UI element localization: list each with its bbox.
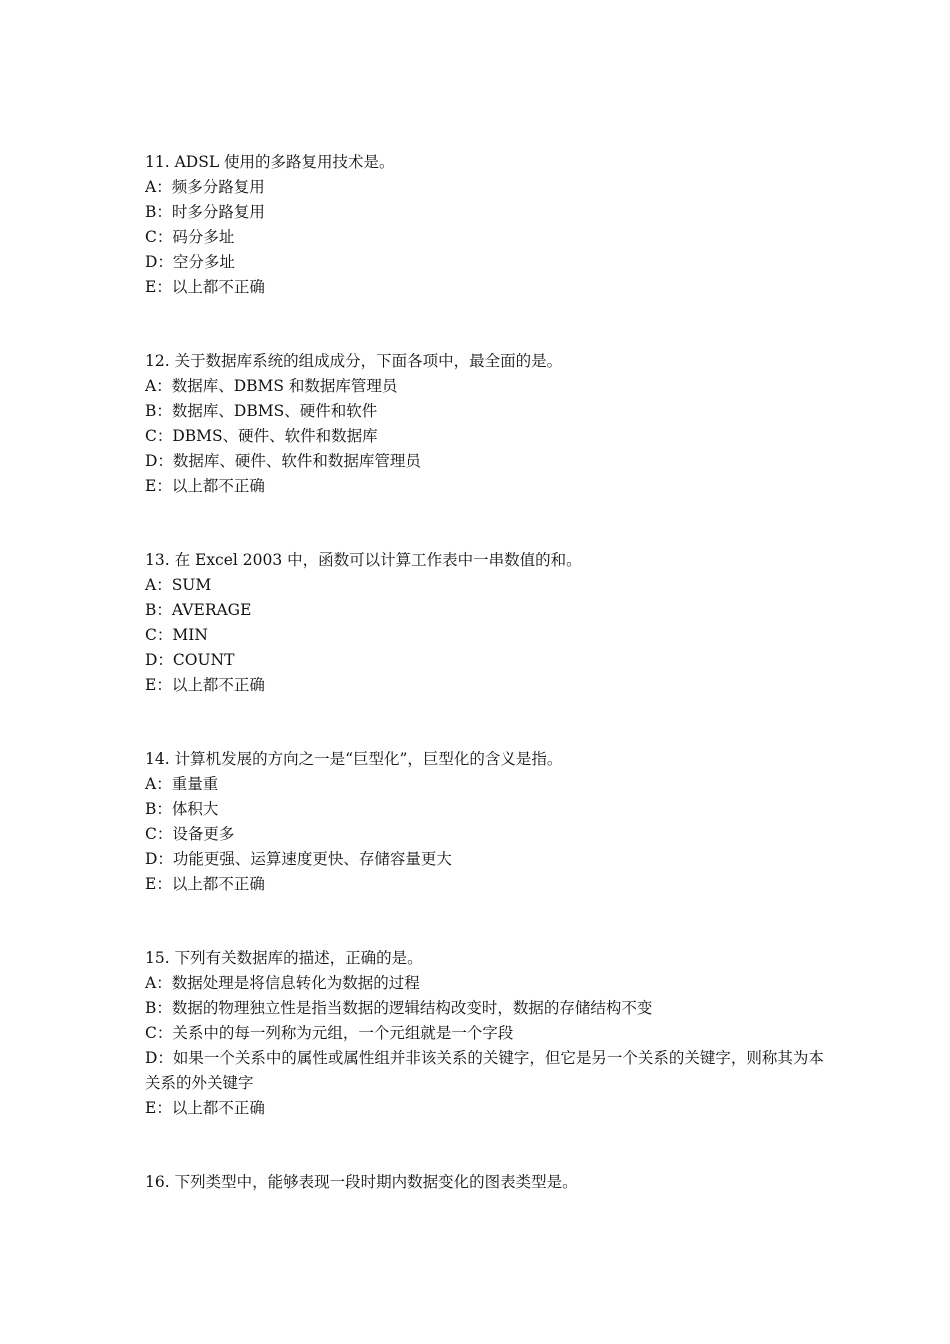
option-d: D：COUNT	[145, 651, 235, 669]
option-c: C：MIN	[145, 626, 208, 644]
option-a: A：SUM	[145, 576, 212, 594]
question-text: 12. 关于数据库系统的组成成分，下面各项中，最全面的是。	[145, 352, 563, 370]
option-b: B：数据库、DBMS、硬件和软件	[145, 402, 378, 420]
option-d: D：如果一个关系中的属性或属性组并非该关系的关键字，但它是另一个关系的关键字，则称其为本关系的外关键字	[145, 1049, 824, 1092]
option-b: B：数据的物理独立性是指当数据的逻辑结构改变时，数据的存储结构不变	[145, 999, 653, 1017]
question-13	[145, 548, 825, 698]
option-d: D：空分多址	[145, 253, 235, 271]
question-12	[145, 349, 825, 499]
option-c: C：DBMS、硬件、软件和数据库	[145, 427, 378, 445]
question-text: 16. 下列类型中，能够表现一段时期内数据变化的图表类型是。	[145, 1173, 578, 1191]
option-e: E：以上都不正确	[145, 676, 265, 694]
option-d: D：功能更强、运算速度更快、存储容量更大	[145, 850, 452, 868]
question-11	[145, 150, 825, 300]
question-text: 14. 计算机发展的方向之一是“巨型化”，巨型化的含义是指。	[145, 750, 563, 768]
option-a: A：数据处理是将信息转化为数据的过程	[145, 974, 420, 992]
option-b: B：体积大	[145, 800, 219, 818]
option-e: E：以上都不正确	[145, 278, 265, 296]
question-14	[145, 747, 825, 897]
option-b: B：时多分路复用	[145, 203, 265, 221]
option-d: D：数据库、硬件、软件和数据库管理员	[145, 452, 421, 470]
option-a: A：频多分路复用	[145, 178, 265, 196]
question-16	[145, 1170, 825, 1195]
option-e: E：以上都不正确	[145, 477, 265, 495]
option-c: C：关系中的每一列称为元组，一个元组就是一个字段	[145, 1024, 514, 1042]
question-text: 15. 下列有关数据库的描述，正确的是。	[145, 949, 423, 967]
option-c: C：设备更多	[145, 825, 235, 843]
question-text: 11. ADSL 使用的多路复用技术是。	[145, 153, 395, 171]
option-a: A：数据库、DBMS 和数据库管理员	[145, 377, 398, 395]
option-e: E：以上都不正确	[145, 875, 265, 893]
question-text: 13. 在 Excel 2003 中，函数可以计算工作表中一串数值的和。	[145, 551, 582, 569]
question-15	[145, 946, 825, 1121]
option-c: C：码分多址	[145, 228, 235, 246]
option-e: E：以上都不正确	[145, 1099, 265, 1117]
option-b: B：AVERAGE	[145, 601, 252, 619]
option-a: A：重量重	[145, 775, 219, 793]
